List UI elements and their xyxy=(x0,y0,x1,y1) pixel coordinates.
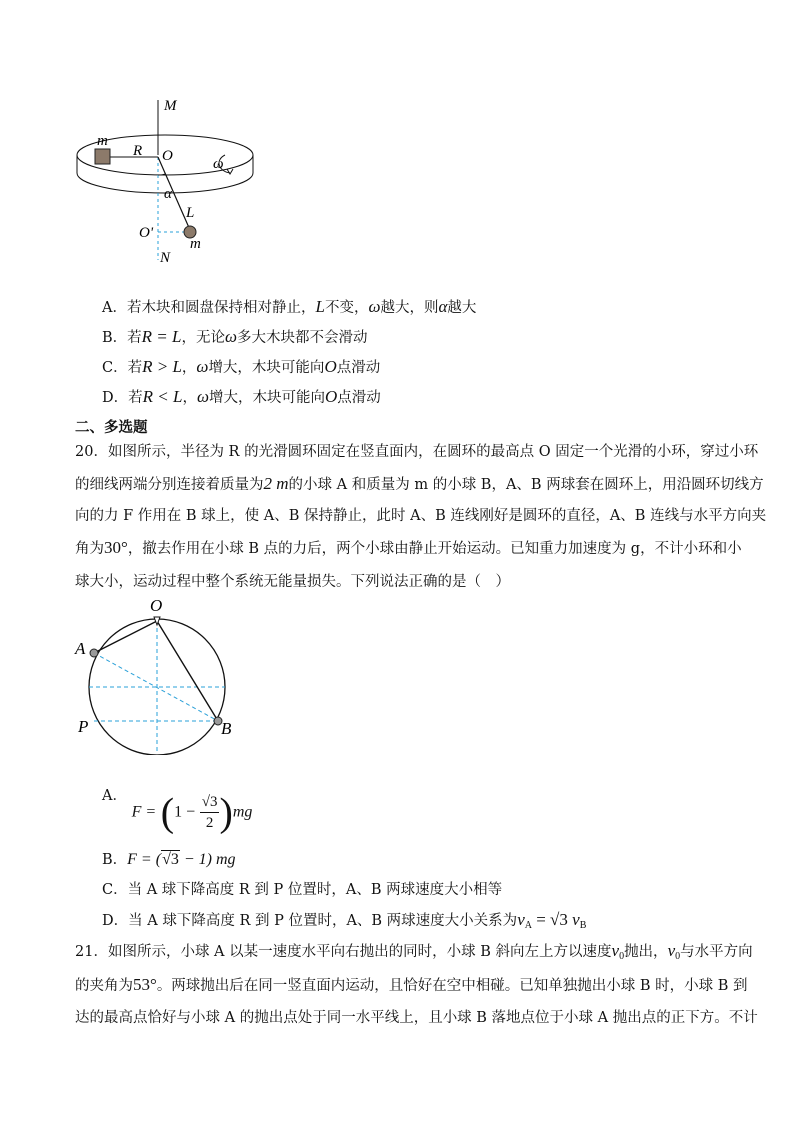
section-title: 二、多选题 xyxy=(75,419,148,436)
figure-rotating-disk xyxy=(70,95,260,270)
figure-circle-ring xyxy=(72,595,252,755)
q19-option-b: B．若R = L，无论ω多大木块都不会滑动 xyxy=(102,327,368,346)
q20-line3: 向的力 F 作用在 B 球上，使 A、B 保持静止，此时 A、B 连线刚好是圆环的直径，A、B 连线与水平方向夹 xyxy=(75,508,767,524)
q20-line2: 的细线两端分别连接着质量为2 m的小球 A 和质量为 m 的小球 B，A、B 两球套在圆环上，用沿圆环切线方 xyxy=(75,474,764,493)
label-O: O xyxy=(162,148,173,164)
label-N: N xyxy=(160,250,171,266)
label-A: A xyxy=(75,639,86,658)
label-O2: O xyxy=(150,596,163,615)
label-L: L xyxy=(186,205,195,221)
q20-option-a-letter: A． xyxy=(102,788,127,804)
label-M: M xyxy=(164,98,177,114)
q19-option-a: A．若木块和圆盘保持相对静止，L不变，ω越大，则α越大 xyxy=(102,297,477,316)
ball-a xyxy=(90,649,98,657)
q20-option-d: D．当 A 球下降高度 R 到 P 位置时，A、B 两球速度大小关系为$v_A = √3$ $v_B$ xyxy=(102,910,587,931)
label-B: B xyxy=(221,719,232,738)
label-m2: m xyxy=(190,236,201,252)
label-alpha: α xyxy=(164,186,172,202)
q20-line1: 20．如图所示，半径为 R 的光滑圆环固定在竖直面内，在圆环的最高点 O 固定一个光滑的小环，穿过小环 xyxy=(75,444,759,460)
q20-line5: 球大小，运动过程中整个系统无能量损失。下列说法正确的是（ ） xyxy=(75,574,510,590)
block-m xyxy=(95,149,110,164)
label-omega: ω xyxy=(213,156,224,172)
q20-option-a xyxy=(102,786,252,833)
q20-line4: 角为30°，撤去作用在小球 B 点的力后，两个小球由静止开始运动。已知重力加速度为 g，不计小环和小 xyxy=(75,538,742,557)
q20-option-a-formula: F = (1 − $\frac{√3}{2}$ )mg xyxy=(131,789,253,835)
q21-line1: 21．如图所示，小球 A 以某一速度水平向右抛出的同时，小球 B 斜向左上方以速度$v_0$抛出，$v_0$与水平方向 xyxy=(75,941,753,962)
label-Oprime: O' xyxy=(139,225,154,241)
label-R: R xyxy=(133,143,143,159)
q20-option-c: C．当 A 球下降高度 R 到 P 位置时，A、B 两球速度大小相等 xyxy=(102,882,503,898)
label-P: P xyxy=(78,717,89,736)
q21-line2: 的夹角为53°。两球抛出后在同一竖直面内运动，且恰好在空中相碰。已知单独抛出小球 B 时，小球 B 到 xyxy=(75,975,748,994)
q19-option-d: D．若R < L，ω增大，木块可能向O点滑动 xyxy=(102,387,381,406)
string-ob xyxy=(157,621,218,721)
string-oa xyxy=(94,621,157,653)
label-m1: m xyxy=(97,133,108,149)
q20-option-b: B．F = (√3 − 1) mg xyxy=(102,851,236,868)
q19-option-c: C．若R > L，ω增大，木块可能向O点滑动 xyxy=(102,357,381,376)
q21-line3: 达的最高点恰好与小球 A 的抛出点处于同一水平线上，且小球 B 落地点位于小球 A 抛出点的正下方。不计 xyxy=(75,1010,758,1026)
